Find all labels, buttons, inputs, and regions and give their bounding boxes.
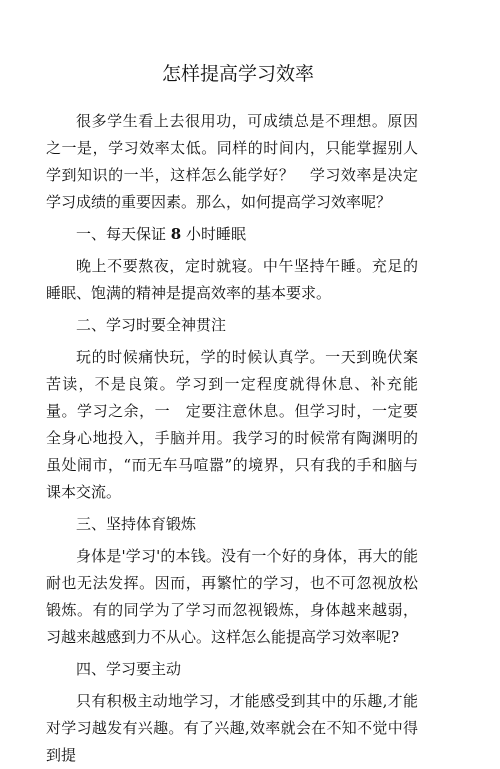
section-4-heading: 四、学习要主动 xyxy=(76,660,182,678)
document-title: 怎样提高学习效率 xyxy=(161,63,314,85)
intro-paragraph: 很多学生看上去很用功，可成绩总是不理想。原因之一是，学习效率太低。同样的时间内，只能掌握别人学到知识的一半，这样怎么能学好？ 学习效率是决定学习成绩的重要因素。那么，如何提高学习效率呢？ xyxy=(46,112,418,211)
section-1-heading xyxy=(46,221,418,248)
section-1-heading-number: 8 xyxy=(170,225,182,243)
section-3-heading: 三、坚持体育锻炼 xyxy=(76,515,197,533)
section-1-heading-pre: 一、每天保证 xyxy=(76,225,167,243)
section-4-body: 只有积极主动地学习，才能感受到其中的乐趣,才能对学习越发有兴趣。有了兴趣,效率就会在不知不觉中得到提 xyxy=(46,692,418,764)
section-1-heading-post: 小时睡眠 xyxy=(186,225,247,243)
section-2-body: 玩的时候痛快玩，学的时候认真学。一天到晚伏案苦读，不是良策。学习到一定程度就得休息、补充能量。学习之余，一 定要注意休息。但学习时，一定要全身心地投入，手脑并用。我学习的时候常有陶渊明的虽处闹市，“而无车马喧嚣”的境界，只有我的手和脑与课本交流。 xyxy=(46,348,418,501)
section-1-body: 晚上不要熬夜，定时就寝。中午坚持午睡。充足的睡眠、饱满的精神是提高效率的基本要求。 xyxy=(46,257,418,302)
section-2-heading: 二、学习时要全神贯注 xyxy=(76,316,227,334)
section-3-body: 身体是'学习'的本钱。没有一个好的身体，再大的能耐也无法发挥。因而，再繁忙的学习，也不可忽视放松锻炼。有的同学为了学习而忽视锻炼，身体越来越弱，习越来越感到力不从心。这样怎么能提高学习效率呢? xyxy=(46,547,418,646)
